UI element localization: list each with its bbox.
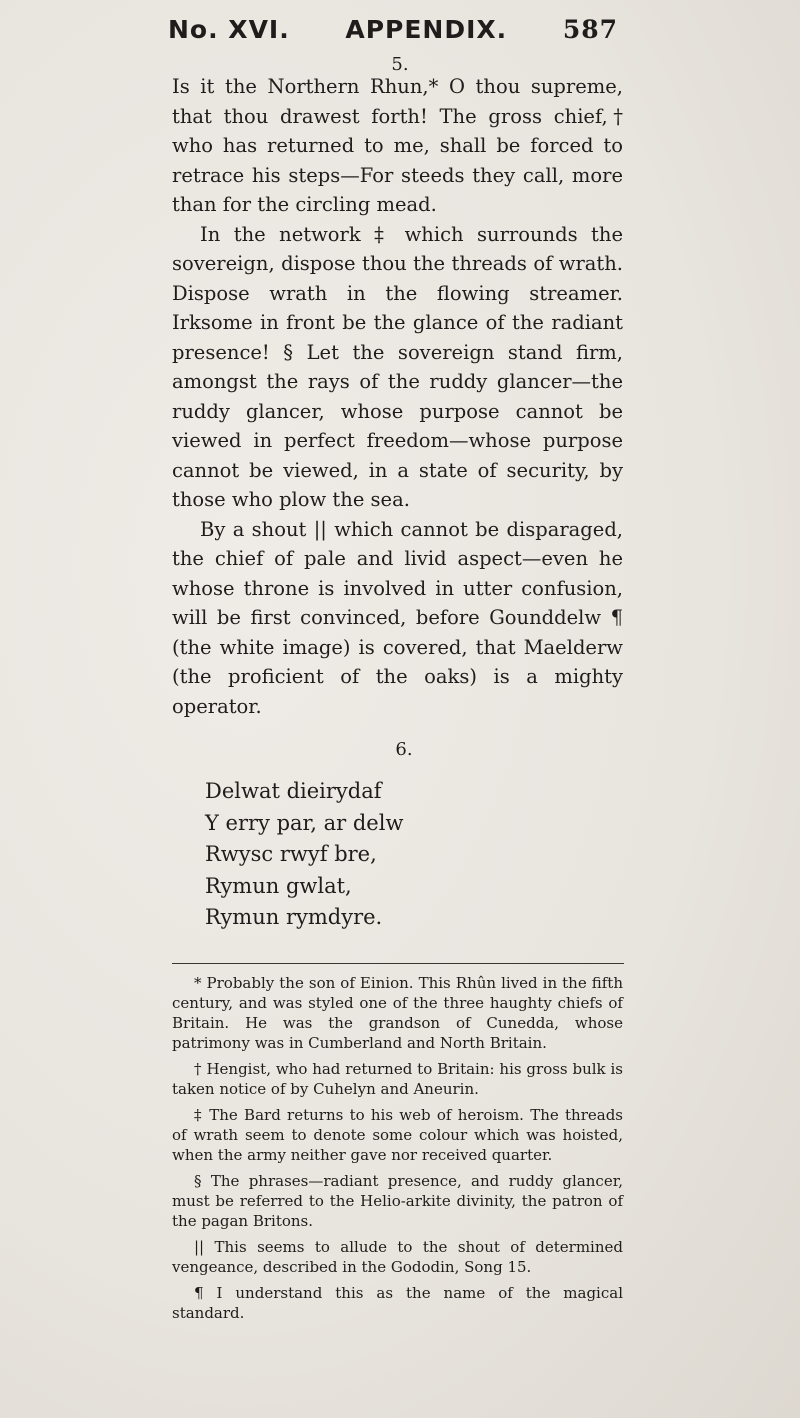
verse-line: Rymun gwlat, bbox=[205, 873, 352, 898]
section-label: No. XVI. bbox=[168, 14, 290, 44]
paragraph: In the network ‡ which surrounds the sovereign, dispose thou the threads of wrath. Dispose wrath in the flowing streamer. Irksome in front be the glance of the radiant presence! § Let the sovereign stand firm, amongst the rays of the ruddy glancer—the ruddy glancer, whose purpose cannot be viewed in perfect freedom—whose purpose cannot be viewed, in a state of security, by those who plow the sea. bbox=[172, 222, 623, 511]
running-title: APPENDIX. bbox=[345, 14, 508, 44]
footnote: † Hengist, who had returned to Britain: his gross bulk is taken notice of by Cuhelyn and Aneurin. bbox=[172, 1060, 623, 1098]
verse-line: Rwysc rwyf bre, bbox=[205, 842, 377, 866]
verse-line: Delwat dieirydaf bbox=[205, 779, 382, 803]
section-5-text bbox=[172, 72, 623, 721]
footnote: ‡ The Bard returns to his web of heroism. The threads of wrath seem to denote some colour which was hoisted, when the army neither gave nor received quarter. bbox=[172, 1106, 623, 1164]
footnotes bbox=[172, 973, 623, 1329]
verse-line: Y erry par, ar delw bbox=[205, 810, 404, 835]
footnote: * Probably the son of Einion. This Rhûn lived in the fifth century, and was styled one of the three haughty chiefs of Britain. He was the grandson of Cunedda, whose patrimony was in Cumberland and North Britain. bbox=[172, 974, 623, 1052]
paragraph: By a shout || which cannot be disparaged, the chief of pale and livid aspect—even he whose throne is involved in utter confusion, will be first convinced, before Gounddelw ¶ (the white image) is covered, that Maelderw (the proficient of the oaks) is a mighty operator. bbox=[172, 517, 623, 718]
paragraph: Is it the Northern Rhun,* O thou supreme, that thou drawest forth! The gross chief,† who has returned to me, shall be forced to retrace his steps—For steeds they call, more than for the circling mead. bbox=[172, 75, 623, 216]
page-number: 587 bbox=[562, 14, 618, 44]
verse-line: Rymun rymdyre. bbox=[205, 905, 383, 929]
running-header bbox=[168, 10, 618, 48]
section-number-6: 6. bbox=[395, 739, 413, 760]
footnote: ¶ I understand this as the name of the magical standard. bbox=[172, 1284, 623, 1322]
section-number-5: 5. bbox=[391, 54, 409, 75]
footnote-divider bbox=[172, 963, 624, 964]
welsh-verse bbox=[205, 776, 403, 934]
footnote: § The phrases—radiant presence, and ruddy glancer, must be referred to the Helio-arkite divinity, the patron of the pagan Britons. bbox=[172, 1172, 623, 1230]
footnote: || This seems to allude to the shout of determined vengeance, described in the Gododin, Song 15. bbox=[172, 1238, 623, 1276]
